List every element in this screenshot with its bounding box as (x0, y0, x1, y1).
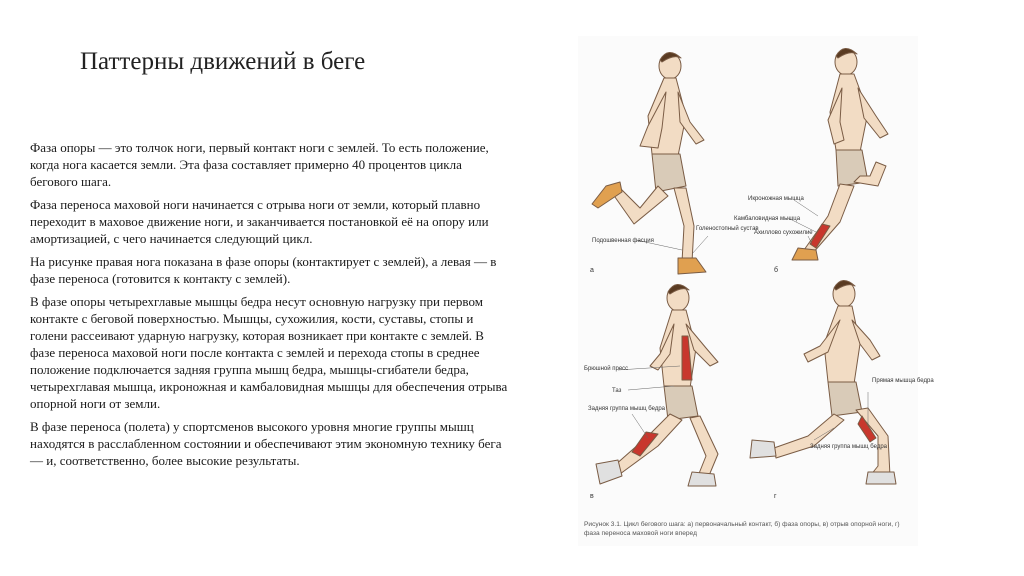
body-text (30, 139, 510, 475)
running-cycle-figure (578, 36, 934, 546)
label-ankle-joint: Голеностопный сустав (696, 226, 759, 232)
paragraph-muscles: В фазе опоры четырехглавые мышцы бедра несут основную нагрузку при первом контакте с беговой поверхностью. Мышцы, сухожилия, кости, суставы, стопы и голени рассеивают ударную нагрузку, которая возникает при контакте с землей. В фазе переноса маховой ноги после контакта с землей и перехода стопы в среднее положение подключается задняя группа мышц бедра, мышцы-сгибатели бедра, четырехглавая мышца, икроножная и камбаловидная мышцы для обеспечения отрыва опорной ноги от земли. (30, 294, 508, 411)
slide-title: Паттерны движений в беге (80, 48, 366, 75)
paragraph-swing-phase: Фаза переноса маховой ноги начинается с отрыва ноги от земли, который плавно переходит в маховое движение ноги, и заканчивается постановкой её на опору или амортизацией, с чего начинается следующий цикл. (30, 197, 489, 246)
panel-letter-g: г (774, 493, 777, 500)
paragraph-figure-legs: На рисунке правая нога показана в фазе опоры (контактирует с землей), а левая — в фазе переноса (готовится к контакту с землей). (30, 254, 497, 286)
label-pelvis: Таз (612, 388, 622, 394)
panel-letter-a: а (590, 267, 594, 274)
runner-panel-v (596, 284, 718, 486)
label-plantar-fascia: Подошвенная фасция (592, 238, 654, 244)
label-soleus-muscle: Камбаловидная мышца (734, 216, 801, 222)
figure-caption: Рисунок 3.1. Цикл бегового шага: а) первоначальный контакт, б) фаза опоры, в) отрыв опорной ноги, г) фаза переноса маховой ноги вперед (584, 521, 900, 537)
label-achilles-tendon: Ахиллово сухожилие (754, 230, 813, 236)
label-rectus-femoris: Прямая мышца бедра (872, 378, 934, 384)
runner-panel-b (792, 48, 888, 260)
label-abdominal-press: Брюшной пресс (584, 366, 629, 372)
label-hamstrings-g: Задняя группа мышц бедра (810, 444, 888, 450)
label-hamstrings-v: Задняя группа мышц бедра (588, 406, 666, 412)
paragraph-support-phase: Фаза опоры — это толчок ноги, первый контакт ноги с землей. То есть положение, когда нога касается земли. Эта фаза составляет примерно 40 процентов цикла бегового шага. (30, 140, 489, 189)
label-calf-muscle: Икроножная мышца (748, 196, 804, 202)
panel-letter-b: б (774, 267, 779, 274)
running-illustration (578, 36, 934, 546)
paragraph-flight-phase: В фазе переноса (полета) у спортсменов высокого уровня многие группы мышц находятся в расслабленном состоянии и обеспечивают этим экономную технику бега — и, соответственно, более высокие результаты. (30, 419, 502, 468)
panel-letter-v: в (590, 493, 594, 500)
